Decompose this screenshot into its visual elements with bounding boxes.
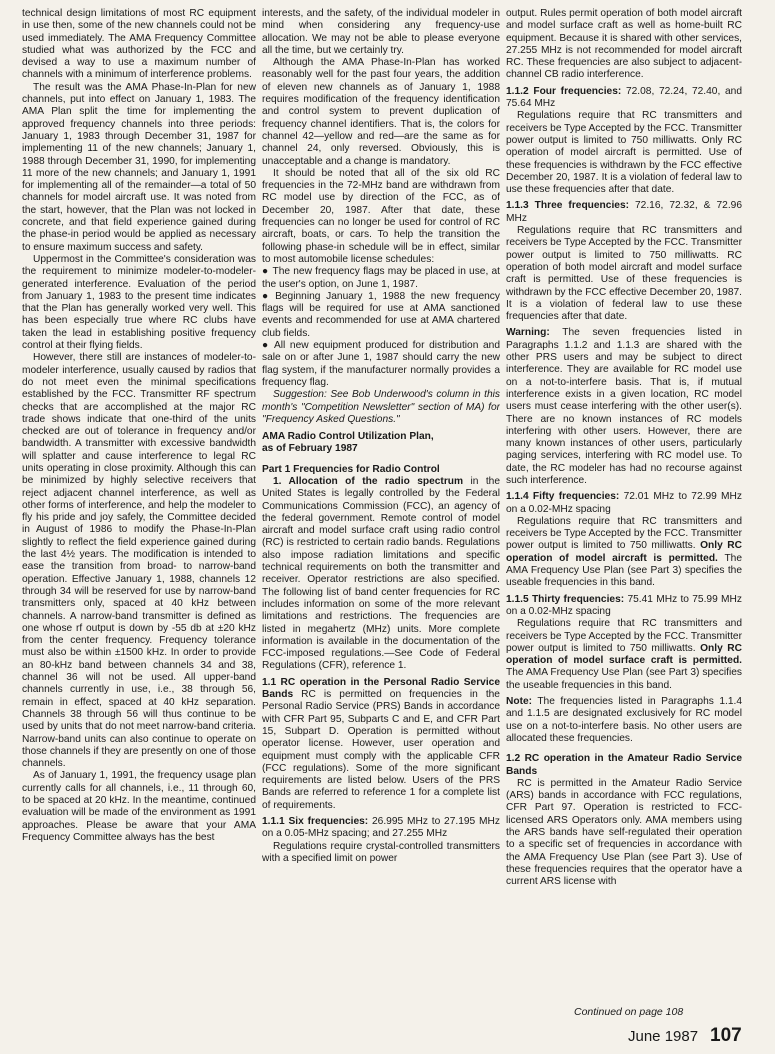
paragraph-emphasis: Only RC operation of model aircraft is permitted.: [506, 540, 742, 564]
bullet-icon: ●: [262, 266, 269, 278]
issue-date: June 1987: [628, 1028, 699, 1045]
warning-text: The seven frequencies listed in Paragraphs 1.1.2 and 1.1.3 are shared with the other PRS users and may be subject to direct interference. They are available for RC model use on a not-to-interfere basis. That is, if mutual interference exists in a given location, RC model users must cease interfering with the other user(s). There are no known instances of RC models interfering with other users. However, there are many known instances of other users, particularly paging services, interfering with RC model use. To date, the RC modeler has had no recourse against such interference.: [506, 327, 742, 486]
section-paragraph: [506, 594, 742, 619]
warning-paragraph: [506, 327, 742, 487]
paragraph: However, there still are instances of modeler-to-modeler interference, usually caused by radios that do not meet even the minimal specifications established by the FCC. Transmitter RF spectrum checks that are accomplished at the major RC trade shows indicate that one-third of the units checked are out of tolerance in frequency and/or bandwidth. A transmitter with excessive bandwidth will splatter and cause interference to legal RC units operating in close proximity. Although this can be minimized by highly selective receivers that reject adjacent channel interference, as well as other forms of interference, and help the modeler to fly his pride and joy safely, the Committee decided in August of 1986 to modify the Phase-In-Plan slightly to reflect the field experience gained during the last 4½ years. The modification is intended to ease the transition from broad- to narrow-band operation. Effective January 1, 1988, channels 12 through 34 will be reserved for use by narrow-band transmitters only, spaced at 40 kHz between channels. A narrow-band transmitter is defined as one whose rf output is down by -55 db at ±20 kHz from the center frequency. Frequency tolerance must also be within ±1500 kHz. In order to provide an 80-kHz band between channels 34 and 38, channel 36 will not be used. All upper-band channels currently in use, i.e., 38 through 56, remain in effect, spaced at 40 kHz separation. Channels 38 through 56 will thus continue to be used by units that do not meet narrow-band criteria. Narrow-band units can also continue to operate on those channels if they are presently on one of those channels.: [22, 352, 256, 770]
bullet-text: The new frequency flags may be placed in use, at the user's option, on June 1, 1987.: [262, 266, 500, 290]
note-heading: Note:: [506, 696, 533, 708]
section-heading: 1.1.4 Fifty frequencies:: [506, 491, 620, 503]
paragraph: The result was the AMA Phase-In-Plan for new channels, put into effect on January 1, 1983. The AMA Plan split the time for implementing the approved frequency channels into three periods: January 1, 1983 through December 31, 1987 for implementing 11 of the new channels; January 1, 1988 through December 31, 1990, for implementing 11 more of the new channels; and January 1, 1991 for implementing all of the remainder—a total of 50 channels for model aircraft use. It was noted from the start, however, that the Plan was not locked in concrete, and that field experience gained during the phase-in period would be applied as necessary to ensure maximum success and safety.: [22, 81, 256, 253]
paragraph: output. Rules permit operation of both model aircraft and model surface craft as well as home-built RC equipment. Because it is shared with other services, 27.255 MHz is not recommended for model aircraft RC. These frequencies are also subject to adjacent-channel CB radio interference.: [506, 8, 742, 81]
paragraph: Uppermost in the Committee's consideration was the requirement to minimize modeler-to-modeler-generated interference. Evaluation of the period from January 1, 1983 to the present time indicates that the Plan has generally worked very well. This has been especially true where RC clubs have taken the lead in establishing positive frequency control at their flying fields.: [22, 253, 256, 352]
paragraph: technical design limitations of most RC equipment in use then, some of the new channels could not be used immediately. The AMA Frequency Committee studied what was authorized by the FCC and devised a way to use a maximum number of channels with a minimum of interference problems.: [22, 8, 256, 81]
section-heading: 1.1.5 Thirty frequencies:: [506, 593, 625, 605]
paragraph: RC is permitted in the Amateur Radio Service (ARS) bands in accordance with FCC regulations, CFR Part 97. Operation is restricted to FCC-licensed ARS Operators only. AMA members using the ARS bands have self-regulated their operation to a specific set of frequencies in accordance with the AMA Frequency Use Plan (see Part 3). Use of these frequencies requires that the operator have a current ARS license with: [506, 777, 742, 888]
paragraph: interests, and the safety, of the individual modeler in mind when considering any frequency-use allocation. We may not be able to please everyone all the time, but we certainly try.: [262, 8, 500, 56]
bullet-item: [262, 340, 500, 389]
bullet-item: [262, 266, 500, 291]
section-heading: 1.1.2 Four frequencies:: [506, 85, 622, 97]
section-paragraph: [506, 491, 742, 516]
paragraph-text: Regulations require that RC transmitters and receivers be Type Accepted by the FCC. Transmitter power output is limited to 750 milliwatts.: [506, 618, 742, 654]
bullet-item: [262, 291, 500, 340]
section-paragraph: [262, 816, 500, 841]
plan-title-line2: as of February 1987: [262, 443, 358, 455]
paragraph-text: The AMA Frequency Use Plan (see Part 3) specifies the useable frequencies in this band.: [506, 552, 742, 589]
continued-note: Continued on page 108: [574, 1006, 684, 1018]
part-heading: Part 1 Frequencies for Radio Control: [262, 463, 440, 475]
warning-heading: Warning:: [506, 327, 550, 339]
paragraph: Although the AMA Phase-In-Plan has worked reasonably well for the past four years, the addition of eleven new channels as of January 1, 1988 requires modification of the frequency identification and control system to prevent duplication of frequency channel identifiers. That is, the colors for channel 42—yellow and red—are the same as for channel 24, only reversed. Obviously, this is unacceptable and a change is mandatory.: [262, 57, 500, 167]
section-text: 72.16, 72.32, & 72.96 MHz: [506, 200, 742, 224]
section-paragraph: [262, 476, 500, 673]
paragraph: As of January 1, 1991, the frequency usage plan currently calls for all channels, i.e., 11 through 60, to be spaced at 20 kHz. In the meantime, continued evaluation will be made of the environment as 1991 approaches. Please be aware that your AMA Frequency Committee always has the best: [22, 770, 256, 843]
paragraph: Regulations require that RC transmitters and receivers be Type Accepted by the FCC. Transmitter power output is limited to 750 milliwatts. Only RC operation of model aircraft is permitted. Use of these frequencies is withdrawn by the FCC effective December 20, 1987. It is a violation of federal law to use these frequencies after that date.: [506, 110, 742, 196]
plan-title-line1: AMA Radio Control Utilization Plan,: [262, 431, 434, 443]
paragraph-text: Regulations require that RC transmitters and receivers be Type Accepted by the FCC. Transmitter power output is limited to 750 milliwatts.: [506, 515, 742, 552]
section-paragraph: [262, 677, 500, 812]
note-paragraph: [506, 696, 742, 745]
section-text: 72.08, 72.24, 72.40, and 75.64 MHz: [506, 85, 742, 110]
section-heading: 1.2 RC operation in the Amateur Radio Service Bands: [506, 753, 742, 777]
bullet-text: Beginning January 1, 1988 the new frequency flags will be required for use at AMA sanctioned events and recommended for use at AMA chartered club fields.: [262, 290, 500, 339]
column-left: [22, 8, 256, 1008]
section-text: RC is permitted on frequencies in the Personal Radio Service (PRS) Bands in accordance with CFR Part 95, Subparts C and E, and CFR Part 15, Subpart D. Operation is permitted without operator license. However, user operation and equipment must comply with the applicable CFR (FCC regulations). Some of the more significant requirements are listed below. Users of the PRS Bands are referred to reference 1 for a complete list of requirements.: [262, 689, 500, 811]
paragraph: Regulations require crystal-controlled transmitters with a specified limit on power: [262, 840, 500, 864]
paragraph-text: The AMA Frequency Use Plan (see Part 3) specifies the useable frequencies in this band.: [506, 667, 742, 691]
note-text: The frequencies listed in Paragraphs 1.1.4 and 1.1.5 are designated exclusively for RC model use on a not-to-interfere basis. No other users are allocated these frequencies.: [506, 696, 742, 744]
bullet-icon: ●: [262, 290, 272, 302]
section-text: 75.41 MHz to 75.99 MHz on a 0.02-MHz spacing: [506, 593, 742, 617]
column-middle: [262, 8, 500, 1008]
section-heading: 1.1.3 Three frequencies:: [506, 200, 629, 212]
bullet-icon: ●: [262, 340, 270, 352]
paragraph-emphasis: Only RC operation of model surface craft is permitted.: [506, 642, 742, 667]
section-text: 72.01 MHz to 72.99 MHz on a 0.02-MHz spacing: [506, 491, 742, 515]
paragraph: Regulations require that RC transmitters and receivers be Type Accepted by the FCC. Transmitter power output is limited to 750 milliwatts. RC operation of both model aircraft and model surface craft is permitted. Use of these frequencies is withdrawn by the FCC effective December 20, 1987. It is a violation of federal law to use these frequencies after that date.: [506, 225, 742, 323]
section-heading: 1.1 RC operation in the Personal Radio Service Bands: [262, 676, 500, 701]
section-heading: 1. Allocation of the radio spectrum: [273, 475, 464, 487]
paragraph: [506, 516, 742, 590]
column-right: [506, 8, 742, 1000]
paragraph: It should be noted that all of the six old RC frequencies in the 72-MHz band are withdrawn from RC model use by direction of the FCC, as of December 20, 1987. After that date, these frequencies can no longer be used for control of RC aircraft, boats, or cars. To help the transition the following phase-in schedule will be in effect, similar to most automobile license schedules:: [262, 167, 500, 265]
suggestion-note: Suggestion: See Bob Underwood's column in this month's "Competition Newsletter" section of MA) for "Frequency Asked Questions.": [262, 389, 500, 425]
section-paragraph: [506, 200, 742, 225]
section-paragraph: [506, 86, 742, 111]
paragraph: [506, 618, 742, 692]
section-heading: 1.1.1 Six frequencies:: [262, 816, 369, 827]
section-text: in the United States is legally controlled by the Federal Communications Commission (FCC), an agency of the federal government. Remote control of model aircraft and model surface craft using radio control (RC) is restricted to certain radio bands. Regulations also impose radiation limitations and specific technical requirements on both the transmitter and receiver. Operator restrictions are also specified. The following list of band center frequencies for RC includes information on some of the more relevant limitations and restrictions. The frequencies are listed in megahertz (MHz) units. More complete information is available in the documentation of the FCC-imposed regulations.—See Code of Federal Regulations (CFR), reference 1.: [262, 475, 500, 672]
bullet-text: All new equipment produced for distribution and sale on or after June 1, 1987 should carry the new flag system, if the manufacturer normally provides a frequency flag.: [262, 340, 500, 388]
page-number: 107: [710, 1025, 742, 1046]
section-text: 26.995 MHz to 27.195 MHz on a 0.05-MHz spacing; and 27.255 MHz: [262, 816, 500, 840]
